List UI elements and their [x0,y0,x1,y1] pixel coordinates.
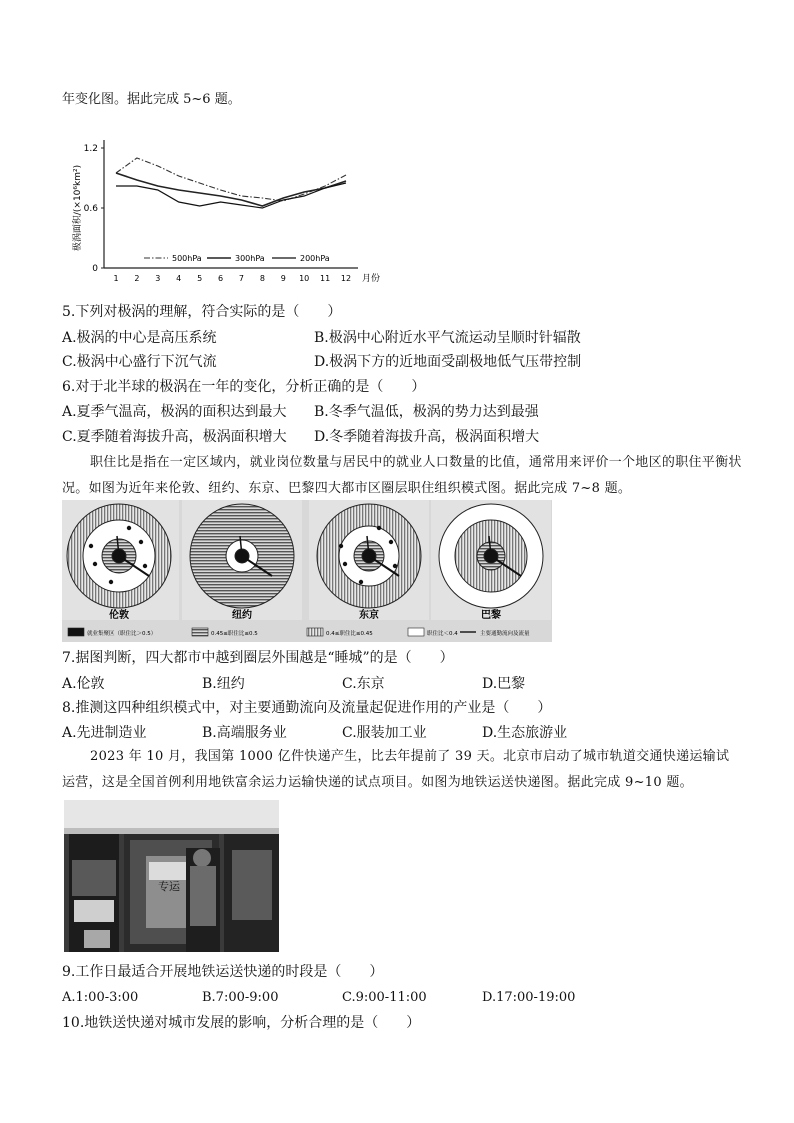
ring-city-label: 伦敦 [109,610,129,621]
q5-option-a[interactable]: A.极涡的中心是高压系统 [62,330,217,346]
photo-sign-text: 专运 [158,880,180,893]
x-tick-label: 2 [134,274,140,283]
q7-stem: 7.据图判断，四大都市中越到圈层外围越是“睡城”的是（ ） [62,650,454,666]
q6-option-c[interactable]: C.夏季随着海拔升高，极涡面积增大 [62,429,287,445]
q5-option-c[interactable]: C.极涡中心盛行下沉气流 [62,354,217,370]
q8-option-d[interactable]: D.生态旅游业 [482,725,568,741]
employment-dot [109,580,113,584]
q8-option-a[interactable]: A.先进制造业 [62,725,147,741]
q9-option-b[interactable]: B.7:00-9:00 [202,990,279,1005]
employment-dot [339,544,343,548]
q7-option-b[interactable]: B.纽约 [202,676,245,692]
ring-legend-label: 就业集聚区（职住比＞0.5） [87,631,157,637]
employment-dot [343,562,347,566]
x-tick-label: 12 [340,274,352,283]
y-tick-label: 0.6 [83,204,98,214]
q8-option-c[interactable]: C.服装加工业 [342,725,427,741]
q5-option-d[interactable]: D.极涡下方的近地面受副极地低气压带控制 [314,354,582,370]
ring-legend-label: 职住比＜0.4 [427,631,458,637]
legend-label: 200hPa [300,254,330,263]
q7-option-c[interactable]: C.东京 [342,676,385,692]
ring-legend-label: 主要通勤流向及流量 [480,631,530,637]
q6-option-d[interactable]: D.冬季随着海拔升高，极涡面积增大 [314,429,540,445]
ring-legend-label: 0.4≤职住比≤0.45 [326,631,373,637]
x-tick-label: 7 [238,274,245,283]
employment-dot [93,562,97,566]
ring-city-label: 纽约 [232,610,252,621]
legend-label: 300hPa [235,254,265,263]
q9-option-a[interactable]: A.1:00-3:00 [62,990,139,1005]
ring-legend-swatch [68,628,84,636]
y-axis-label: 极涡面积/(×10⁶km²) [73,164,83,252]
x-tick-label: 9 [280,274,286,283]
x-tick-label: 10 [299,274,310,283]
q6-option-b[interactable]: B.冬季气温低，极涡的势力达到最强 [314,404,539,420]
y-tick-label: 1.2 [83,144,98,154]
x-tick-label: 11 [319,274,331,283]
employment-dot [393,564,397,568]
q5-stem: 5.下列对极涡的理解，符合实际的是（ ） [62,304,342,320]
q8-stem: 8.推测这四种组织模式中，对主要通勤流向及流量起促进作用的产业是（ ） [62,700,552,716]
ring-legend-swatch [192,628,208,636]
q5-option-b[interactable]: B.极涡中心附近水平气流运动呈顺时针辐散 [314,330,581,346]
x-tick-label: 3 [155,274,161,283]
material-paragraph-3: 2023 年 10 月，我国第 1000 亿件快递产生，比去年提前了 39 天。北京市启动了城市轨道交通快递运输试运营，这是全国首例利用地铁富余运力运输快递的试点项目。如图为地铁运送快递图。据此完成 9~10 题。 [62,749,730,790]
x-tick-label: 1 [113,274,119,283]
q6-stem: 6.对于北半球的极涡在一年的变化，分析正确的是（ ） [62,379,426,395]
q7-option-a[interactable]: A.伦敦 [62,676,105,692]
ring-legend-swatch [307,628,323,636]
ring-legend-swatch [408,628,424,636]
employment-dot [359,580,363,584]
commute-ring-diagrams [62,500,552,642]
x-tick-label: 6 [217,274,224,283]
q8-option-b[interactable]: B.高端服务业 [202,725,287,741]
employment-dot [139,540,143,544]
employment-dot [89,544,93,548]
ring-legend-label: 0.45≤职住比≤0.5 [211,631,258,637]
y-tick-label: 0 [92,264,98,274]
material-paragraph-2: 职住比是指在一定区域内，就业岗位数量与居民中的就业人口数量的比值，通常用来评价一个地区的职住平衡状况。如图为近年来伦敦、纽约、东京、巴黎四大都市区圈层职住组织模式图。据此完成 7~8 题。 [62,455,742,496]
q9-option-d[interactable]: D.17:00-19:00 [482,990,576,1005]
ring-city-label: 东京 [359,610,379,621]
ring-city-label: 巴黎 [481,610,501,621]
legend-label: 500hPa [172,254,202,263]
subway-delivery-photo [64,800,279,952]
employment-dot [127,526,131,530]
employment-dot [143,564,147,568]
polar-vortex-chart [62,118,382,290]
employment-dot [389,540,393,544]
q6-option-a[interactable]: A.夏季气温高，极涡的面积达到最大 [62,404,287,420]
employment-dot [377,526,381,530]
x-tick-label: 4 [176,274,182,283]
x-tick-label: 5 [197,274,203,283]
x-axis-label: 月份 [362,274,381,284]
q7-option-d[interactable]: D.巴黎 [482,676,526,692]
q9-option-c[interactable]: C.9:00-11:00 [342,990,427,1005]
q9-stem: 9.工作日最适合开展地铁运送快递的时段是（ ） [62,964,384,980]
q10-stem: 10.地铁送快递对城市发展的影响，分析合理的是（ ） [62,1015,421,1031]
intro-line: 年变化图。据此完成 5~6 题。 [62,92,241,107]
x-tick-label: 8 [259,274,265,283]
